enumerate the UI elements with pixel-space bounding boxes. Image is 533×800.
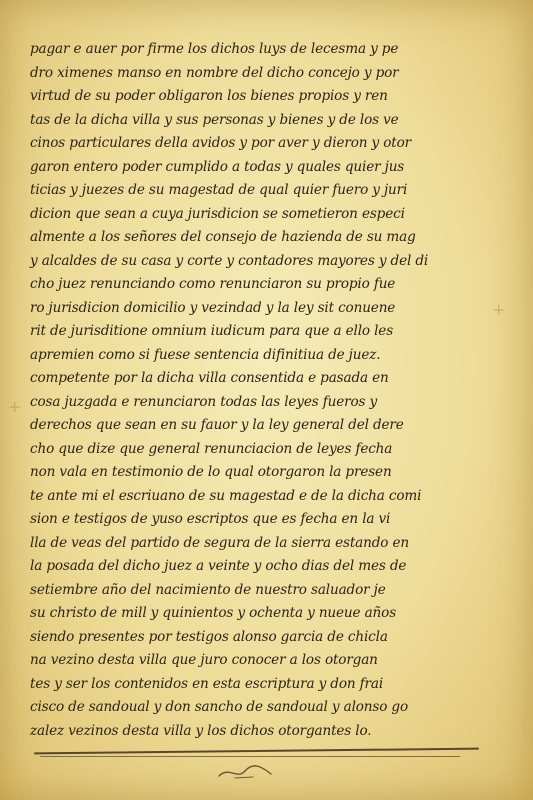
text-line: cho que dize que general renunciacion de leyes fecha <box>30 440 393 457</box>
text-line: ro jurisdicion domicilio y vezindad y la ley sit conuene <box>30 299 396 316</box>
closing-rule <box>34 748 479 755</box>
closing-rule <box>40 756 460 757</box>
text-line: na vezino desta villa que juro conocer a los otorgan <box>30 652 378 668</box>
text-line: tas de la dicha villa y sus personas y bienes y de los ve <box>30 111 399 128</box>
text-line: cho juez renunciando como renunciaron su propio fue <box>30 276 396 292</box>
text-line: competente por la dicha villa consentida e pasada en <box>30 370 389 386</box>
text-line: almente a los señores del consejo de hazienda de su mag <box>30 229 416 245</box>
text-line: dro ximenes manso en nombre del dicho concejo y por <box>30 64 399 81</box>
text-line: zalez vezinos desta villa y los dichos otorgantes lo. <box>30 722 372 739</box>
text-line: sion e testigos de yuso escriptos que es fecha en la vi <box>30 511 391 527</box>
text-line: y alcaldes de su casa y corte y contadores mayores y del di <box>30 252 429 269</box>
text-line: la posada del dicho juez a veinte y ocho dias del mes de <box>30 558 407 574</box>
margin-cross-mark: + <box>492 300 506 319</box>
margin-cross-mark: + <box>8 397 22 416</box>
text-line: tes y ser los contenidos en esta escriptura y don frai <box>30 675 384 692</box>
text-line: cosa juzgada e renunciaron todas las leyes fueros y <box>30 393 378 410</box>
text-line: siendo presentes por testigos alonso garcia de chicla <box>30 628 388 645</box>
manuscript-text <box>30 38 500 743</box>
text-line: apremien como si fuese sentencia difinitiua de juez. <box>30 346 381 363</box>
text-line: su christo de mill y quinientos y ochenta y nueue años <box>30 605 397 621</box>
text-line: derechos que sean en su fauor y la ley general del dere <box>30 417 404 433</box>
text-line: virtud de su poder obligaron los bienes propios y ren <box>30 88 388 104</box>
text-line: te ante mi el escriuano de su magestad e de la dicha comi <box>30 487 422 504</box>
text-line: cisco de sandoual y don sancho de sandoual y alonso go <box>30 699 409 715</box>
text-line: dicion que sean a cuya jurisdicion se sometieron especi <box>30 205 405 222</box>
text-line: pagar e auer por firme los dichos luys de lecesma y pe <box>30 41 399 57</box>
text-line: setiembre año del nacimiento de nuestro saluador je <box>30 581 386 598</box>
text-line: rit de jurisditione omnium iudicum para que a ello les <box>30 323 394 339</box>
signature-flourish <box>215 762 275 782</box>
text-line: cinos particulares della avidos y por aver y dieron y otor <box>30 135 411 151</box>
text-line: ticias y juezes de su magestad de qual quier fuero y juri <box>30 182 408 198</box>
text-line: non vala en testimonio de lo qual otorgaron la presen <box>30 464 392 480</box>
text-line: garon entero poder cumplido a todas y quales quier jus <box>30 158 405 175</box>
text-line: lla de veas del partido de segura de la sierra estando en <box>30 534 409 551</box>
